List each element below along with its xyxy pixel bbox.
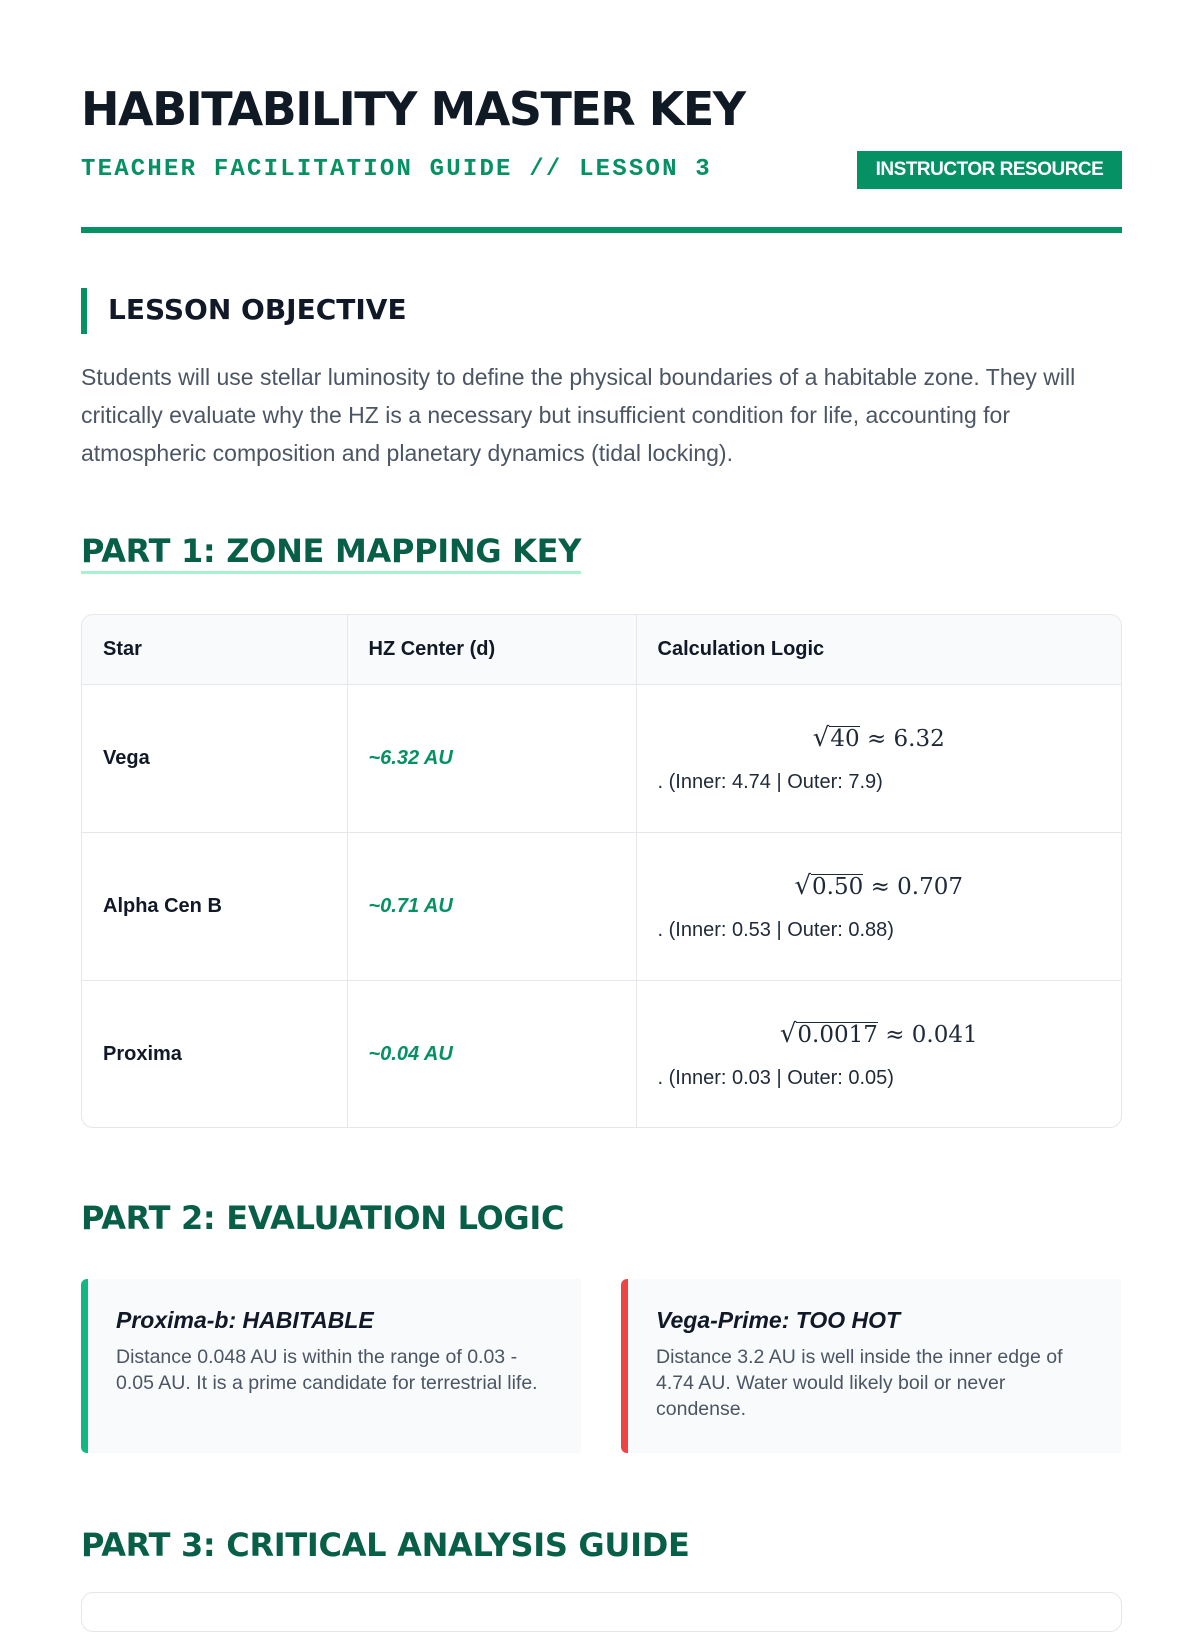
calculation-formula <box>658 1019 1122 1049</box>
calculation-cell <box>636 684 1121 832</box>
header-divider <box>81 227 1122 233</box>
hz-center-value: ~0.04 AU <box>368 1042 453 1065</box>
evaluation-card-title: Vega-Prime: TOO HOT <box>656 1307 901 1333</box>
hz-center-cell <box>347 832 636 980</box>
calculation-result: ≈ 0.707 <box>870 873 964 900</box>
evaluation-card-title: Proxima-b: HABITABLE <box>116 1307 374 1333</box>
critical-analysis-panel <box>81 1592 1122 1632</box>
evaluation-card-text: Distance 0.048 AU is within the range of 0.03 - 0.05 AU. It is a prime candidate for terrestrial life. <box>116 1346 538 1394</box>
star-name: Alpha Cen B <box>82 832 347 980</box>
table-header-row <box>82 615 1121 684</box>
calculation-formula <box>658 871 1122 901</box>
radicand: 40 <box>830 725 860 752</box>
calculation-bounds: . (Inner: 4.74 | Outer: 7.9) <box>657 770 883 793</box>
radicand: 0.0017 <box>797 1021 878 1048</box>
evaluation-card-too-hot <box>621 1279 1121 1453</box>
table-row <box>82 980 1121 1128</box>
part3-heading: PART 3: CRITICAL ANALYSIS GUIDE <box>81 1526 690 1564</box>
column-header-star: Star <box>82 615 347 684</box>
evaluation-card-habitable <box>81 1279 581 1453</box>
page-title: HABITABILITY MASTER KEY <box>81 82 745 136</box>
column-header-calculation: Calculation Logic <box>636 615 1121 684</box>
objective-text: Students will use stellar luminosity to define the physical boundaries of a habitable zone. They will critically evaluate why the HZ is a necessary but insufficient condition for life, accounting for atmospheric composition and planetary dynamics (tidal locking). <box>81 364 1076 466</box>
calculation-cell <box>636 832 1121 980</box>
calculation-result: ≈ 6.32 <box>866 725 945 752</box>
star-name: Vega <box>82 684 347 832</box>
hz-center-value: ~6.32 AU <box>368 746 453 769</box>
calculation-bounds: . (Inner: 0.53 | Outer: 0.88) <box>657 918 894 941</box>
calculation-formula <box>658 723 1122 753</box>
objective-heading: LESSON OBJECTIVE <box>108 293 407 326</box>
calculation-bounds: . (Inner: 0.03 | Outer: 0.05) <box>657 1066 894 1089</box>
radicand: 0.50 <box>812 873 864 900</box>
hz-center-cell <box>347 980 636 1128</box>
sqrt-symbol: √ <box>779 1018 797 1049</box>
column-header-hz-center: HZ Center (d) <box>347 615 636 684</box>
evaluation-card-text: Distance 3.2 AU is well inside the inner edge of 4.74 AU. Water would likely boil or never condense. <box>656 1346 1063 1420</box>
calculation-cell <box>636 980 1121 1128</box>
sqrt-symbol: √ <box>794 870 812 901</box>
hz-center-cell <box>347 684 636 832</box>
zone-mapping-table <box>81 614 1122 1128</box>
table-row <box>82 684 1121 832</box>
sqrt-symbol: √ <box>812 722 830 753</box>
calculation-result: ≈ 0.041 <box>885 1021 978 1048</box>
page-subtitle: TEACHER FACILITATION GUIDE // LESSON 3 <box>81 156 712 183</box>
instructor-badge: INSTRUCTOR RESOURCE <box>857 151 1122 189</box>
hz-center-value: ~0.71 AU <box>368 894 453 917</box>
star-name: Proxima <box>82 980 347 1128</box>
objective-accent-bar <box>81 288 87 334</box>
table-row <box>82 832 1121 980</box>
part2-heading: PART 2: EVALUATION LOGIC <box>81 1199 565 1237</box>
part1-heading: PART 1: ZONE MAPPING KEY <box>81 531 581 574</box>
